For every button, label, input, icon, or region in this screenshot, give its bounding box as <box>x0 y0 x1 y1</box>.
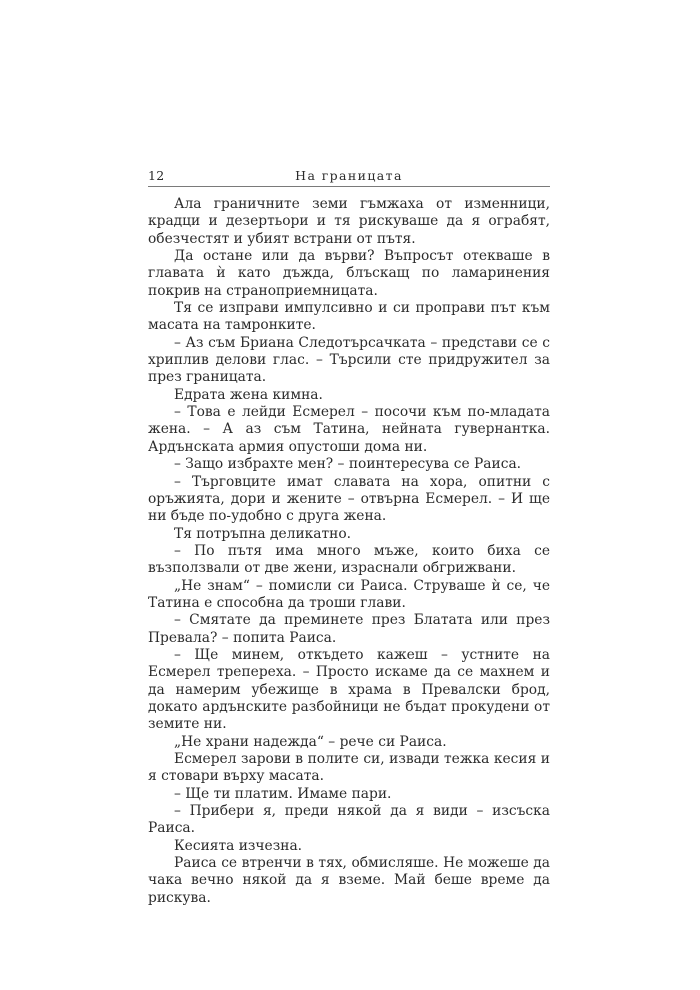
running-head <box>148 168 550 188</box>
paragraph: – Аз съм Бриана Следотърсачката – представи се с хриплив делови глас. – Търсили сте придружител за през границата. <box>148 334 550 386</box>
paragraph: – Ще минем, откъдето кажеш – устните на Есмерел трепереха. – Просто искаме да се махнем и да намерим убежище в храма в Превалски брод, докато ардънските разбойници не бъдат прокудени от земите ни. <box>148 646 550 733</box>
page-number: 12 <box>148 168 165 183</box>
paragraph: Тя се изправи импулсивно и си проправи път към масата на тамронките. <box>148 300 550 334</box>
paragraph: – Това е лейди Есмерел – посочи към по-младата жена. – А аз съм Татина, нейната гувернантка. Ардънската армия опустоши дома ни. <box>148 404 550 455</box>
paragraph: – Смятате да преминете през Блатата или през Превала? – попита Раиса. <box>148 612 550 646</box>
paragraph: – Защо избрахте мен? – поинтересува се Раиса. <box>174 456 522 473</box>
paragraph: Раиса се втренчи в тях, обмисляше. Не можеше да чака вечно някой да я вземе. Май беше време да рискува. <box>148 855 550 906</box>
body-text <box>148 196 550 907</box>
paragraph: – По пътя има много мъже, които биха се възползвали от две жени, израснали обгрижвани. <box>148 542 550 577</box>
paragraph: – Прибери я, преди някой да я види – изсъска Раиса. <box>148 803 550 837</box>
paragraph: – Търговците имат славата на хора, опитни с оръжията, дори и жените – отвърна Есмерел. – И ще ни бъде по-удобно с друга жена. <box>148 473 550 525</box>
paragraph: Ала граничните земи гъмжаха от изменници, крадци и дезертьори и тя рискуваше да я ограбят, обезчестят и убият встрани от пътя. <box>148 196 550 247</box>
paragraph: – Ще ти платим. Имаме пари. <box>174 785 392 802</box>
paragraph: „Не храни надежда“ – рече си Раиса. <box>174 733 447 750</box>
paragraph: Кесията изчезна. <box>174 837 303 854</box>
paragraph: Есмерел зарови в полите си, извади тежка кесия и я стовари върху масата. <box>148 751 550 785</box>
paragraph: „Не знам“ – помисли си Раиса. Струваше ѝ се, че Татина е способна да троши глави. <box>148 577 550 611</box>
paragraph: Тя потръпна деликатно. <box>174 525 352 542</box>
paragraph: Едрата жена кимна. <box>174 386 323 403</box>
paragraph: Да остане или да върви? Въпросът отекваше в главата ѝ като дъжда, блъскащ по ламаринения покрив на страноприемницата. <box>148 248 550 299</box>
header-rule <box>148 186 550 187</box>
running-title: На границата <box>295 168 403 183</box>
